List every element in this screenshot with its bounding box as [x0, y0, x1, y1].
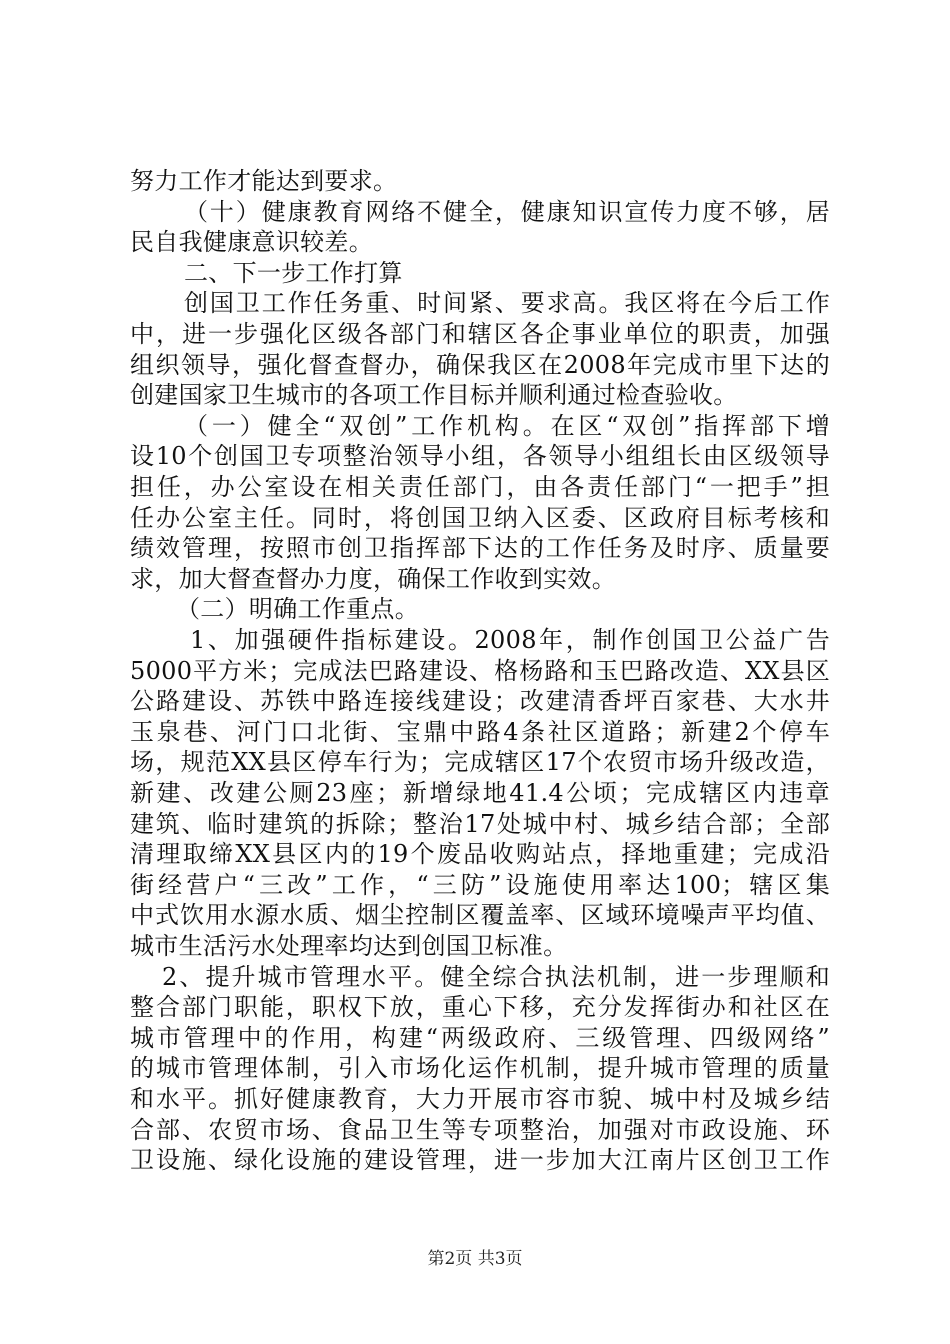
text-line: 卫设施、绿化设施的建设管理，进一步加大江南片区创卫工作	[130, 1146, 830, 1175]
text-line: 和水平。抓好健康教育，大力开展市容市貌、城中村及城乡结	[130, 1085, 830, 1113]
section-heading: （二）明确工作重点。	[176, 595, 419, 624]
text-line: 求，加大督查督办力度，确保工作收到实效。	[130, 564, 616, 593]
text-line: 设10个创国卫专项整治领导小组，各领导小组组长由区级领导	[130, 442, 830, 471]
text-line: 新建、改建公厕23座；新增绿地41.4公顷；完成辖区内违章	[130, 779, 830, 807]
text-line: 创建国家卫生城市的各项工作目标并顺利通过检查验收。	[130, 381, 738, 410]
text-line: 组织领导，强化督查督办，确保我区在2008年完成市里下达的	[130, 350, 830, 379]
text-line: 1、加强硬件指标建设。2008年，制作创国卫公益广告	[190, 626, 830, 654]
text-line: 场，规范XX县区停车行为；完成辖区17个农贸市场升级改造，	[130, 748, 830, 777]
text-line: 中，进一步强化区级各部门和辖区各企事业单位的职责，加强	[130, 320, 830, 348]
text-line: 城市管理中的作用，构建“两级政府、三级管理、四级网络”	[130, 1023, 830, 1052]
text-line: 5000平方米；完成法巴路建设、格杨路和玉巴路改造、XX县区	[130, 656, 830, 685]
page-footer: 第2页 共3页	[427, 1249, 523, 1269]
text-line: 玉泉巷、河门口北街、宝鼎中路4条社区道路；新建2个停车	[130, 717, 830, 746]
text-line: 公路建设、苏铁中路连接线建设；改建清香坪百家巷、大水井	[130, 687, 830, 716]
text-line: 整合部门职能，职权下放，重心下移，充分发挥街办和社区在	[130, 993, 830, 1022]
text-line: 2、提升城市管理水平。健全综合执法机制，进一步理顺和	[162, 962, 830, 991]
text-line: 的城市管理体制，引入市场化运作机制，提升城市管理的质量	[130, 1054, 830, 1083]
text-line: （十）健康教育网络不健全，健康知识宣传力度不够，居	[184, 197, 830, 226]
text-line: 建筑、临时建筑的拆除；整治17处城中村、城乡结合部；全部	[130, 809, 830, 838]
text-line: （一）健全“双创”工作机构。在区“双创”指挥部下增	[184, 411, 830, 440]
text-line: 清理取缔XX县区内的19个废品收购站点，择地重建；完成沿	[130, 840, 830, 869]
text-line: 绩效管理，按照市创卫指挥部下达的工作任务及时序、质量要	[130, 534, 830, 563]
text-line: 努力工作才能达到要求。	[130, 167, 398, 195]
text-line: 民自我健康意识较差。	[130, 228, 373, 257]
section-heading: 二、下一步工作打算	[184, 258, 403, 287]
text-line: 任办公室主任。同时，将创国卫纳入区委、区政府目标考核和	[130, 503, 830, 532]
text-line: 城市生活污水处理率均达到创国卫标准。	[130, 932, 568, 960]
text-line: 街经营户“三改”工作，“三防”设施使用率达100；辖区集	[130, 870, 830, 899]
text-line: 合部、农贸市场、食品卫生等专项整治，加强对市政设施、环	[130, 1115, 830, 1144]
text-line: 中式饮用水源水质、烟尘控制区覆盖率、区域环境噪声平均值、	[130, 901, 830, 930]
text-line: 创国卫工作任务重、时间紧、要求高。我区将在今后工作	[184, 289, 830, 318]
text-line: 担任，办公室设在相关责任部门，由各责任部门“一把手”担	[130, 473, 830, 501]
